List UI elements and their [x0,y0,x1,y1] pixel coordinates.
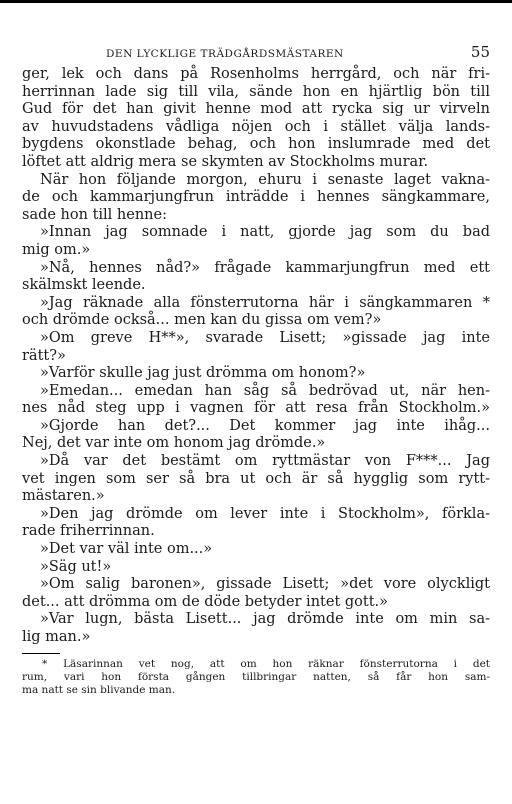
text-line: nes nåd steg upp i vagnen för att resa från Stockholm.» [22,400,490,417]
text-line: vet ingen som ser så bra ut och är så hygglig som rytt- [22,470,490,487]
text-line: de och kammarjungfrun inträdde i hennes sängkammare, [22,189,490,206]
text-line: rade friherrinnan. [22,523,155,540]
text-line: det... att drömma om de döde betyder intet gott.» [22,593,389,610]
text-line: »Emedan... emedan han såg så bedrövad ut, när hen- [40,382,490,399]
page-number: 55 [470,43,490,61]
text-line: av huvudstadens vådliga nöjen och i stället välja lands- [22,118,490,135]
text-line: »Gjorde han det?... Det kommer jag inte ihåg... [40,417,490,434]
text-line: sade hon till henne: [22,206,167,223]
text-line: Gud för det han givit henne mod att rycka sig ur virveln [22,101,490,118]
text-line: skälmskt leende. [22,277,146,294]
text-line: »Då var det bestämt om ryttmästar von F***... Jag [40,453,490,470]
text-line: »Säg ut!» [40,558,112,575]
text-line: »Jag räknade alla fönsterrutorna här i sängkammaren * [40,294,490,311]
text-line: bygdens okonstlade behag, och hon inslumrade med det [22,136,490,153]
footnote-line: * Läsarinnan vet nog, att om hon räknar fönsterrutorna i det [42,657,490,670]
text-line: lig man.» [22,629,91,645]
footnote-line: ma natt se sin blivande man. [22,683,176,696]
text-line: ger, lek och dans på Rosenholms herrgård, och när fri- [22,66,490,82]
running-head: DEN LYCKLIGE TRÄDGÅRDSMÄSTAREN [106,48,344,60]
top-rule [0,0,512,3]
footnote [22,658,490,697]
text-line: »Om greve H**», svarade Lisett; »gissade jag inte [40,329,490,346]
text-line: »Innan jag somnade i natt, gjorde jag som du bad [40,224,490,241]
book-page [22,38,490,697]
body-text [22,66,490,647]
text-line: herrinnan lade sig till vila, sände hon en hjärtlig bön till [22,83,490,100]
footnote-line: rum, vari hon första gången tillbringar natten, så får hon sam- [22,670,490,683]
footnote-rule [22,653,60,654]
text-line: »Varför skulle jag just drömma om honom?» [40,365,366,382]
text-line: »Den jag drömde om lever inte i Stockholm», förkla- [40,505,490,522]
text-line: Nej, det var inte om honom jag drömde.» [22,435,326,452]
text-line: rätt?» [22,347,66,364]
text-line: »Nå, hennes nåd?» frågade kammarjungfrun med ett [40,259,490,276]
text-line: »Om salig baronen», gissade Lisett; »det vore olyckligt [40,576,490,593]
text-line: mästaren.» [22,488,105,505]
page-header [22,38,490,64]
text-line: »Var lugn, bästa Lisett... jag drömde inte om min sa- [40,611,490,628]
text-line: mig om.» [22,241,91,258]
text-line: löftet att aldrig mera se skymten av Stockholms murar. [22,153,429,170]
text-line: »Det var väl inte om...» [40,541,213,558]
text-line: När hon följande morgon, ehuru i senaste laget vakna- [40,171,490,188]
text-line: och drömde också... men kan du gissa om vem?» [22,312,382,329]
